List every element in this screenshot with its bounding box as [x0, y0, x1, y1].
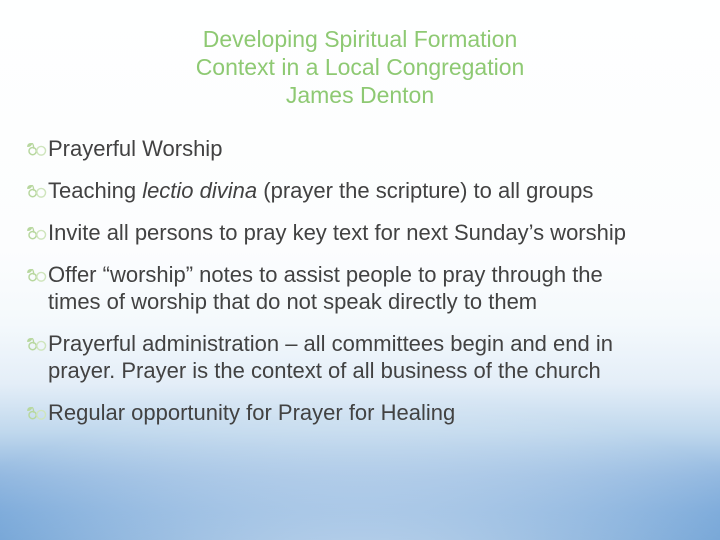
- bullet-text-segment: Prayerful Worship: [48, 136, 223, 161]
- list-item: [28, 330, 706, 384]
- bullet-list: [28, 135, 706, 426]
- bullet-text-segment: Regular opportunity for Prayer for Healing: [48, 400, 456, 425]
- list-item: [28, 135, 706, 162]
- bullet-text-segment: Invite all persons to pray key text for next Sunday’s worship: [48, 220, 626, 245]
- slide-title: [0, 0, 720, 109]
- title-line-3: James Denton: [285, 82, 435, 108]
- vine-bullet-icon: [26, 225, 47, 241]
- vine-bullet-icon: [26, 141, 47, 157]
- bullet-text-segment: times of worship that do not speak directly to them: [48, 289, 538, 314]
- bullet-text-segment: Offer “worship” notes to assist people to pray through the: [48, 262, 603, 287]
- bullet-text: [48, 136, 222, 161]
- bullet-text: [48, 220, 626, 245]
- bullet-text: [48, 400, 455, 425]
- bullet-text-segment: prayer. Prayer is the context of all business of the church: [48, 358, 601, 383]
- bullet-text-segment: Prayerful administration – all committees begin and end in: [48, 331, 613, 356]
- bullet-text-italic-segment: lectio divina: [142, 178, 258, 203]
- title-line-2: Context in a Local Congregation: [195, 54, 525, 80]
- list-item: [28, 219, 706, 246]
- list-item: [28, 399, 706, 426]
- bullet-text-segment: Teaching: [48, 178, 143, 203]
- vine-bullet-icon: [26, 405, 47, 421]
- title-line-1: Developing Spiritual Formation: [202, 26, 518, 52]
- list-item: [28, 261, 706, 315]
- vine-bullet-icon: [26, 183, 47, 199]
- vine-bullet-icon: [26, 267, 47, 283]
- bullet-text-segment: (prayer the scripture) to all groups: [257, 178, 594, 203]
- bullet-text: [48, 262, 603, 314]
- list-item: [28, 177, 706, 204]
- bullet-text: [48, 178, 593, 203]
- vine-bullet-icon: [26, 336, 47, 352]
- bullet-text: [48, 331, 613, 383]
